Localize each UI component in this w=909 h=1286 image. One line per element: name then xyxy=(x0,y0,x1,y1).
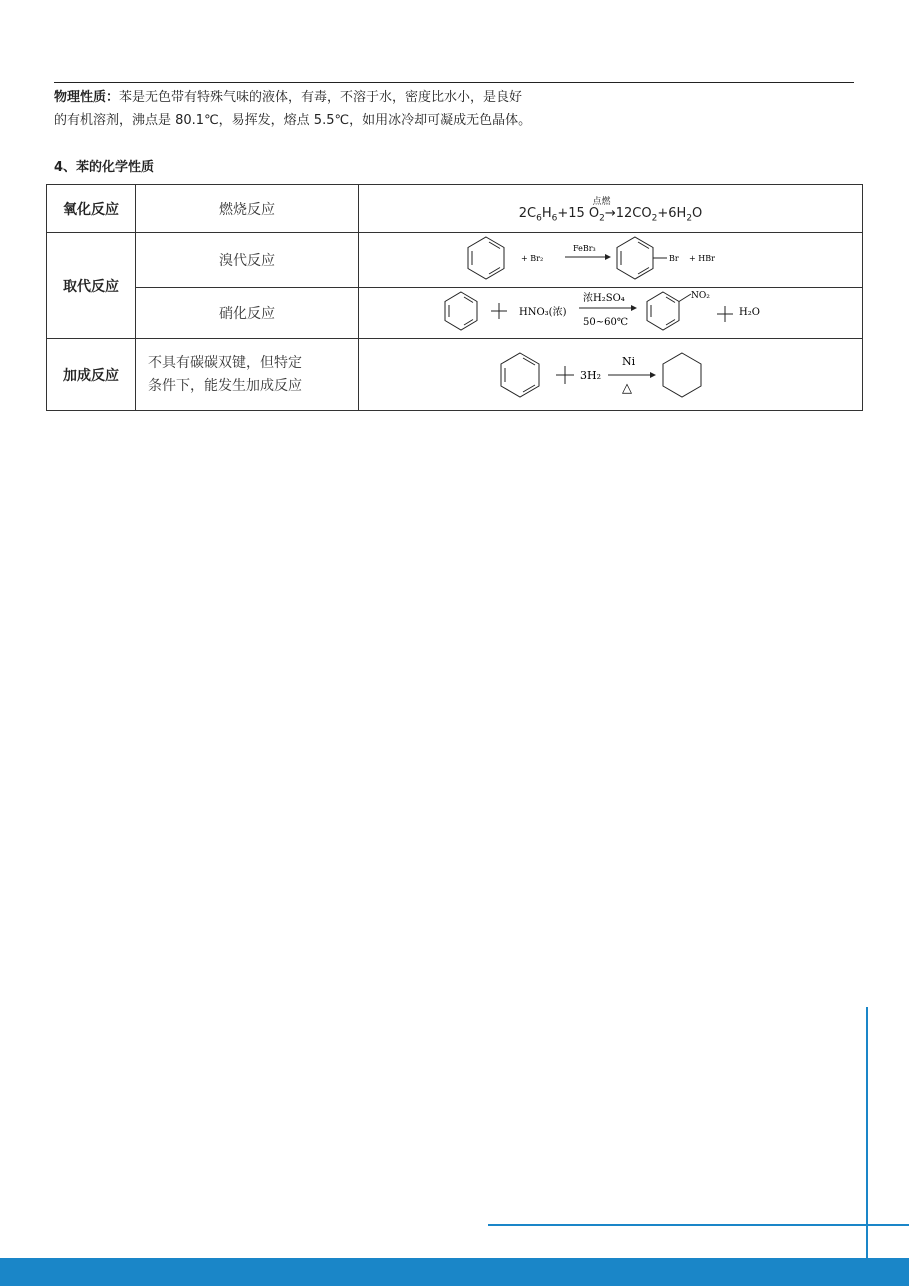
plus-icon xyxy=(556,366,574,384)
eq-part-2: →12CO xyxy=(604,205,652,221)
benzene-ring-icon xyxy=(445,292,477,330)
category-addition: 加成反应 xyxy=(47,339,136,411)
decor-vertical-line xyxy=(866,1007,868,1258)
no2-group: NO₂ xyxy=(690,291,710,301)
eq-part-1: 2C xyxy=(518,205,537,221)
row-bromination xyxy=(47,233,863,288)
nitration-scheme xyxy=(441,288,781,334)
equation-combustion xyxy=(359,185,863,233)
equation-nitration xyxy=(359,288,863,339)
footer-bar xyxy=(0,1258,909,1286)
physical-text-2: 的有机溶剂，沸点是 80.1℃，易挥发，熔点 5.5℃，如用冰冷却可凝成无色晶体。 xyxy=(54,113,532,128)
type-bromination: 溴代反应 xyxy=(136,233,359,288)
ni-catalyst: Ni xyxy=(621,354,635,368)
benzene-ring-icon xyxy=(501,353,539,397)
h2so4-catalyst: 浓H₂SO₄ xyxy=(582,293,625,304)
row-oxidation xyxy=(47,185,863,233)
condition-ignite: 点燃 xyxy=(592,196,611,207)
bromination-scheme xyxy=(461,233,761,283)
heat-symbol: △ xyxy=(621,380,632,396)
combustion-equation: 点燃 $2C_6H_6+15$ $O_2\to 12CO_2+6H_2O$ xyxy=(519,194,703,224)
plus-icon xyxy=(717,306,733,322)
category-oxidation: 氧化反应 xyxy=(47,185,136,233)
benzene-ring-icon xyxy=(617,237,667,279)
section-title: 4、苯的化学性质 xyxy=(54,160,155,175)
physical-line-1 xyxy=(54,86,654,109)
physical-label: 物理性质： xyxy=(54,90,120,105)
arrowhead-icon xyxy=(631,305,637,311)
physical-properties xyxy=(54,86,654,132)
decor-horizontal-line xyxy=(488,1224,909,1226)
category-substitution: 取代反应 xyxy=(47,233,136,339)
h2-reagent: 3H₂ xyxy=(579,368,601,382)
equation-addition xyxy=(359,339,863,411)
febr3-catalyst: FeBr₃ xyxy=(572,244,596,253)
row-nitration xyxy=(47,288,863,339)
br2-reagent: + Br₂ xyxy=(520,254,543,263)
addition-desc-line-1: 不具有碳碳双键，但特定 xyxy=(148,354,302,371)
benzene-ring-icon xyxy=(468,237,504,279)
hydrogenation-scheme xyxy=(496,343,726,403)
chemical-properties-table xyxy=(46,184,863,411)
type-nitration: 硝化反应 xyxy=(136,288,359,339)
hbr-byproduct: + HBr xyxy=(688,254,715,263)
hno3-reagent: HNO₃(浓) xyxy=(518,307,566,318)
plus-icon xyxy=(491,303,507,319)
benzene-ring-icon xyxy=(647,292,691,330)
arrowhead-icon xyxy=(650,372,656,378)
temperature-condition: 50~60℃ xyxy=(582,317,628,328)
equation-bromination xyxy=(359,233,863,288)
cyclohexane-ring-icon xyxy=(663,353,701,397)
header-rule xyxy=(54,82,854,83)
addition-desc-line-2: 条件下，能发生加成反应 xyxy=(148,377,302,394)
addition-description xyxy=(136,339,359,411)
type-combustion: 燃烧反应 xyxy=(136,185,359,233)
row-addition xyxy=(47,339,863,411)
physical-text-1: 苯是无色带有特殊气味的液体，有毒，不溶于水，密度比水小，是良好 xyxy=(119,90,523,105)
arrowhead-icon xyxy=(605,254,611,260)
br-group: Br xyxy=(668,254,679,263)
h2o-byproduct: H₂O xyxy=(738,307,760,318)
